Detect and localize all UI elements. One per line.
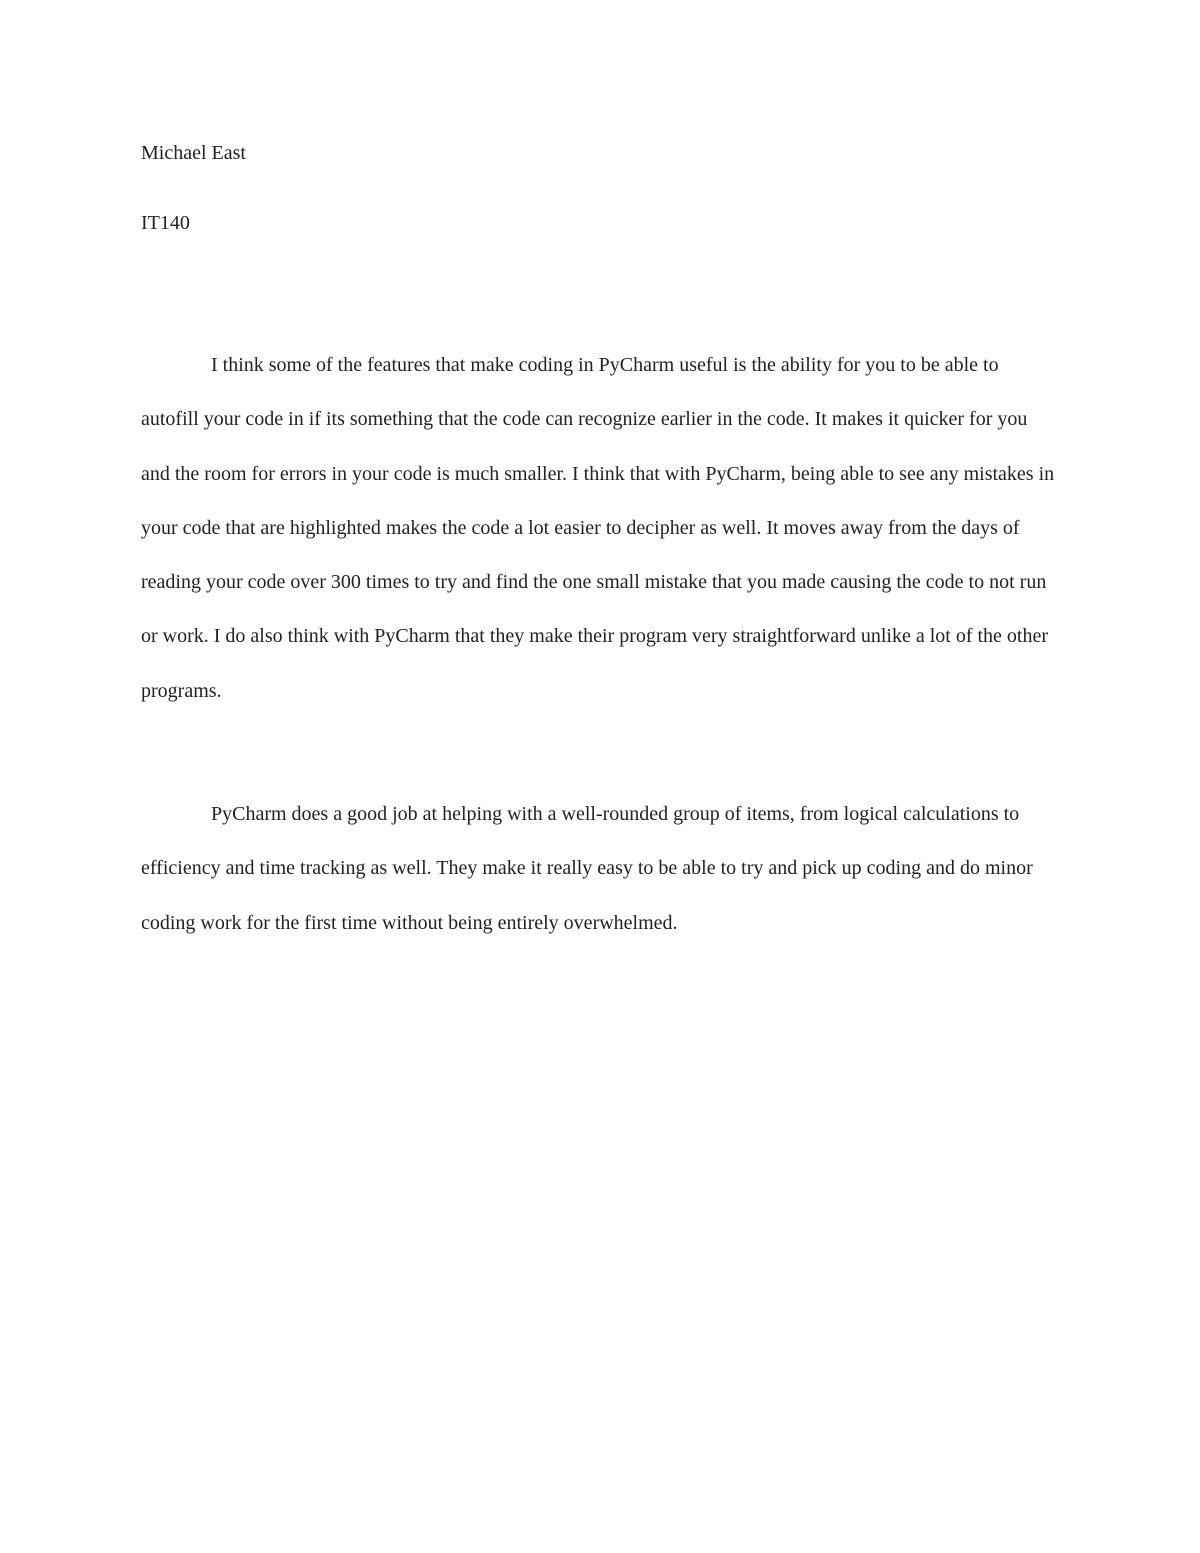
author-name: Michael East <box>141 142 246 164</box>
course-code: IT140 <box>141 212 190 234</box>
body-paragraph-2: PyCharm does a good job at helping with a well-rounded group of items, from logical calculations to efficiency and time tracking as well. They make it really easy to be able to try and pick up coding and do minor coding work for the first time without being entirely overwhelmed. <box>141 803 1033 934</box>
body-paragraph-1: I think some of the features that make coding in PyCharm useful is the ability for you to be able to autofill your code in if its something that the code can recognize earlier in the code. It makes it quicker for you and the room for errors in your code is much smaller. I think that with PyCharm, being able to see any mistakes in your code that are highlighted makes the code a lot easier to decipher as well. It moves away from the days of reading your code over 300 times to try and find the one small mistake that you made causing the code to not run or work. I do also think with PyCharm that they make their program very straightforward unlike a lot of the other programs. <box>141 354 1055 702</box>
